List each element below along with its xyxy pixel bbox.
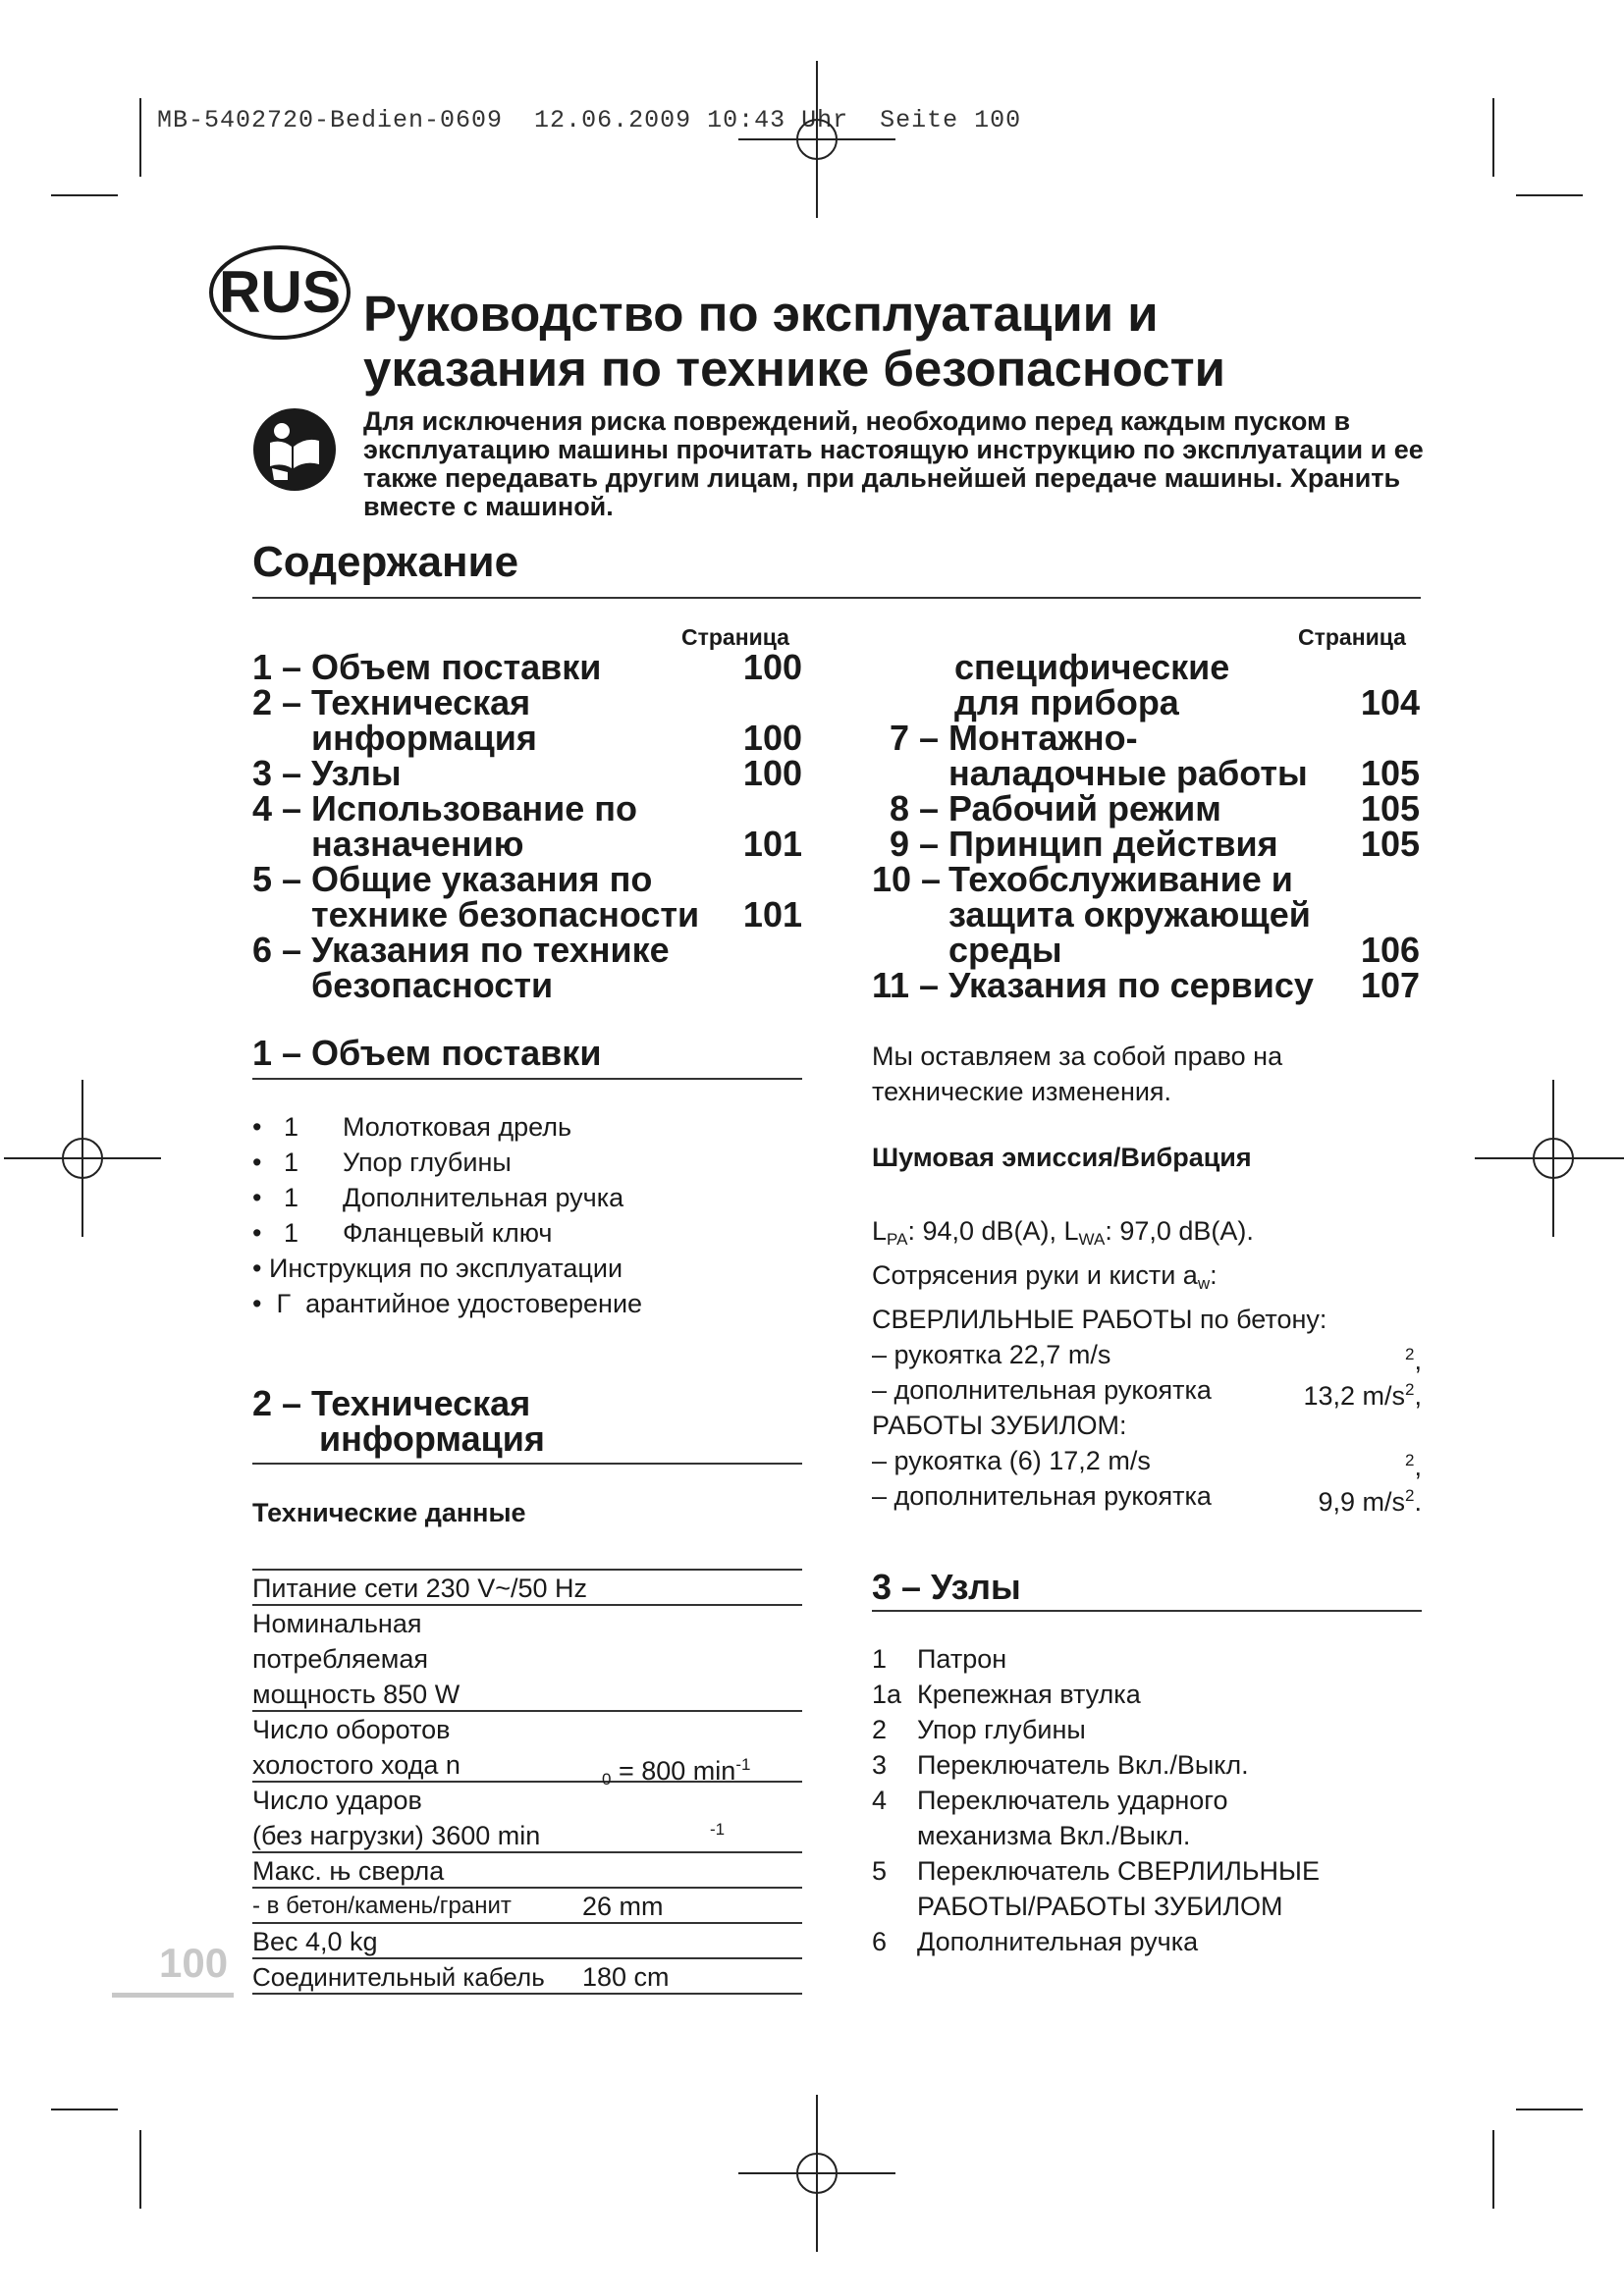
spec-impacts-sup [710, 1812, 725, 1853]
part-text: Переключатель ударного [917, 1786, 1228, 1815]
toc-text: Общие указания по [311, 859, 653, 899]
section-1-rule [252, 1078, 802, 1080]
toc-num: 7 – [890, 718, 940, 758]
vib-drill-handle: – рукоятка 22,7 m/s [872, 1340, 1111, 1369]
toc-entry-cont[interactable] [252, 894, 802, 934]
part-text: Переключатель СВЕРЛИЛЬНЫЕ [917, 1856, 1320, 1886]
vib-chisel-extra-val: 9,9 m/s [1318, 1487, 1406, 1517]
toc-entry-cont[interactable] [252, 965, 802, 1005]
spec-drill-concrete-value: 26 mm [582, 1892, 664, 1921]
vib-chisel-extra: – дополнительная рукоятка [872, 1481, 1212, 1511]
toc-text: Узлы [311, 753, 402, 793]
toc-page-label-right: Страница [1298, 624, 1406, 650]
part-text: Упор глубины [917, 1715, 1086, 1744]
toc-num: 3 – [252, 753, 302, 793]
part-text: Переключатель Вкл./Выкл. [917, 1750, 1249, 1780]
list-item [872, 1747, 1422, 1783]
toc-entry[interactable] [872, 965, 1420, 1005]
bullet: • [252, 1218, 262, 1248]
toc-text: Техническая [311, 682, 531, 722]
list-item [252, 1145, 802, 1180]
print-slug: MB-5402720-Bedien-0609 12.06.2009 10:43 Uhr Seite 100 [157, 106, 1022, 134]
list-item [872, 1783, 1422, 1853]
toc-entry-cont[interactable] [872, 894, 1420, 934]
toc-entry[interactable] [872, 718, 1420, 758]
spec-idle-val: = 800 min [618, 1756, 736, 1786]
list-item [872, 1677, 1422, 1712]
toc-text: Техобслуживание и [948, 859, 1293, 899]
toc-num: 6 – [252, 930, 302, 970]
spec-weight: Вес 4,0 kg [252, 1927, 378, 1956]
toc-num: 8 – [890, 788, 940, 828]
toc-text: наладочные работы [948, 753, 1308, 793]
item-text: Фланцевый ключ [343, 1218, 553, 1248]
vib-drill-extra: – дополнительная рукоятка [872, 1375, 1212, 1405]
title-line-2: указания по технике безопасности [363, 341, 1225, 397]
section-2-heading-line-1: 2 – Техническая [252, 1383, 531, 1423]
section-3-heading: 3 – Узлы [872, 1567, 1021, 1607]
spec-cable: Соединительный кабель [252, 1962, 545, 1992]
item-qty: 1 [284, 1183, 299, 1212]
toc-page: 106 [1360, 930, 1420, 970]
vibration-sub: w [1197, 1274, 1211, 1293]
toc-entry-cont[interactable] [872, 682, 1420, 722]
toc-entry[interactable] [252, 788, 802, 828]
spec-idle-sup: -1 [735, 1755, 751, 1774]
read-manual-icon [252, 407, 337, 492]
safety-intro: Для исключения риска повреждений, необходимо перед каждым пуском в эксплуатацию машины прочитать настоящую инструкцию по эксплуатации и ее также передавать другим лицам, при дальнейшей передаче машины. Хранить вместе с машиной. [363, 406, 1424, 521]
toc-num: 1 – [252, 647, 302, 687]
vib-period: . [1414, 1487, 1422, 1517]
section-3-rule [872, 1610, 1422, 1612]
registration-mark-right [1475, 1080, 1624, 1237]
vib-sq: 2 [1405, 1451, 1415, 1469]
part-num: 3 [872, 1750, 888, 1780]
toc-page: 100 [742, 753, 802, 793]
spec-row [252, 1606, 802, 1712]
crop-mark [1516, 2109, 1583, 2110]
noise-levels [872, 1213, 1422, 1257]
toc-entry[interactable] [872, 788, 1420, 828]
part-text: механизма Вкл./Выкл. [917, 1821, 1191, 1850]
reserve-line-1: Мы оставляем за собой право на [872, 1041, 1283, 1071]
noise-heading: Шумовая эмиссия/Вибрация [872, 1143, 1252, 1172]
spec-impacts-label: Число ударов [252, 1786, 422, 1815]
spec-row [252, 1712, 802, 1789]
spec-idle-label: Число оборотов [252, 1715, 451, 1744]
toc-text: защита окружающей [948, 894, 1311, 934]
spec-row [252, 1853, 802, 1889]
crop-mark [139, 98, 141, 177]
toc-entry[interactable] [252, 930, 802, 970]
lpa-value: : 94,0 dB(A), L [907, 1216, 1079, 1246]
part-text: Крепежная втулка [917, 1680, 1141, 1709]
part-num: 4 [872, 1786, 888, 1815]
spec-row [252, 1783, 802, 1853]
vib-chisel-handle: – рукоятка (6) 17,2 m/s [872, 1446, 1151, 1475]
part-text: Патрон [917, 1644, 1007, 1674]
spec-impacts-value: (без нагрузки) 3600 min [252, 1821, 541, 1850]
part-num: 5 [872, 1856, 888, 1886]
manual-title [363, 287, 1443, 397]
spec-drill-max: Макс. њ сверла [252, 1856, 445, 1886]
registration-mark-top [738, 61, 895, 218]
vib-drill-extra-value [1303, 1372, 1422, 1414]
list-item [252, 1109, 802, 1145]
list-item [872, 1641, 1422, 1677]
list-item [252, 1215, 802, 1251]
lpa-sub: PA [887, 1230, 908, 1249]
page-number-bar [112, 1993, 234, 1998]
toc-num: 4 – [252, 788, 302, 828]
vib-comma: , [1414, 1381, 1422, 1411]
toc-text: Объем поставки [311, 647, 602, 687]
toc-text: специфические [954, 647, 1230, 687]
vib-chisel-extra-value [1318, 1478, 1422, 1520]
list-item [872, 1853, 1422, 1924]
part-text: РАБОТЫ/РАБОТЫ ЗУБИЛОМ [917, 1892, 1283, 1921]
crop-mark [51, 194, 118, 196]
spec-row [252, 1924, 802, 1959]
vib-comma: , [1414, 1452, 1422, 1481]
part-num: 1 [872, 1644, 888, 1674]
page-number: 100 [159, 1940, 229, 1986]
crop-mark [139, 2130, 141, 2209]
part-num: 1a [872, 1680, 902, 1709]
section-2-rule [252, 1463, 802, 1465]
chisel-heading: РАБОТЫ ЗУБИЛОМ: [872, 1411, 1127, 1440]
lpa-label: L [872, 1216, 888, 1246]
toc-left [252, 647, 802, 1005]
toc-page-label-left: Страница [681, 624, 789, 650]
rus-badge-text: RUS [219, 259, 341, 325]
toc-num: 2 – [252, 682, 302, 722]
registration-mark-left [4, 1080, 161, 1237]
spec-idle-label: холостого хода n [252, 1750, 460, 1780]
spec-cable-value: 180 cm [582, 1962, 670, 1992]
toc-page: 100 [742, 718, 802, 758]
toc-text: технике безопасности [311, 894, 700, 934]
bullet: • [252, 1183, 262, 1212]
spec-row [252, 1571, 802, 1606]
toc-num: 11 – [872, 965, 940, 1005]
vib-sq: 2 [1405, 1486, 1415, 1505]
vibration-colon: : [1210, 1260, 1218, 1290]
item-text: • Г арантийное удостоверение [252, 1289, 643, 1318]
toc-entry-cont[interactable] [872, 930, 1420, 970]
spec-rated-line: потребляемая [252, 1644, 428, 1674]
toc-text: Монтажно- [948, 718, 1138, 758]
vib-sq: 2 [1405, 1380, 1415, 1399]
delivery-list [252, 1109, 802, 1321]
toc-entry[interactable] [872, 859, 1420, 899]
item-text: • Инструкция по эксплуатации [252, 1254, 623, 1283]
toc-page: 100 [742, 647, 802, 687]
crop-mark [1492, 98, 1494, 177]
toc-entry[interactable] [252, 753, 802, 793]
registration-mark-bottom [738, 2095, 895, 2252]
toc-entry-cont[interactable] [252, 718, 802, 758]
toc-entry-cont[interactable] [252, 824, 802, 864]
noise-block [872, 1213, 1422, 1517]
toc-entry[interactable] [872, 824, 1420, 864]
vib-row [872, 1478, 1422, 1517]
toc-text: Указания по технике [311, 930, 670, 970]
toc-text: для прибора [954, 682, 1179, 722]
vib-row [872, 1443, 1422, 1481]
item-qty: 1 [284, 1218, 299, 1248]
toc-page: 101 [742, 824, 802, 864]
item-qty: 1 [284, 1112, 299, 1142]
toc-entry-cont[interactable] [872, 647, 1420, 687]
toc-entry-cont[interactable] [872, 753, 1420, 793]
toc-text: среды [948, 930, 1062, 970]
toc-num: 10 – [872, 859, 942, 899]
toc-entry[interactable] [252, 859, 802, 899]
toc-num: 9 – [890, 824, 940, 864]
vib-sq: 2 [1405, 1345, 1415, 1363]
toc-entry[interactable] [252, 647, 802, 687]
crop-mark [1516, 194, 1583, 196]
toc-text: назначению [311, 824, 524, 864]
spec-rated-line: мощность 850 W [252, 1680, 460, 1709]
bullet: • [252, 1148, 262, 1177]
part-num: 2 [872, 1715, 888, 1744]
toc-page: 104 [1360, 682, 1420, 722]
toc-num: 5 – [252, 859, 302, 899]
lwa-value: : 97,0 dB(A). [1105, 1216, 1254, 1246]
title-line-1: Руководство по эксплуатации и [363, 286, 1159, 342]
lwa-sub: WA [1078, 1230, 1106, 1249]
tech-data-subheading: Технические данные [252, 1498, 526, 1527]
parts-list [872, 1641, 1422, 1959]
item-text: Упор глубины [343, 1148, 512, 1177]
item-qty: 1 [284, 1148, 299, 1177]
contents-rule [252, 597, 1421, 599]
list-item [872, 1924, 1422, 1959]
toc-entry[interactable] [252, 682, 802, 722]
toc-right [872, 647, 1420, 1005]
drilling-heading: СВЕРЛИЛЬНЫЕ РАБОТЫ по бетону: [872, 1305, 1327, 1334]
contents-heading: Содержание [252, 538, 519, 586]
crop-mark [1492, 2130, 1494, 2209]
reserve-line-2: технические изменения. [872, 1077, 1172, 1106]
vib-comma: , [1414, 1346, 1422, 1375]
toc-page: 105 [1360, 824, 1420, 864]
section-1-heading: 1 – Объем поставки [252, 1033, 602, 1073]
toc-text: безопасности [311, 965, 554, 1005]
part-text: Дополнительная ручка [917, 1927, 1199, 1956]
item-text: Молотковая дрель [343, 1112, 572, 1142]
vibration-text: Сотрясения руки и кисти a [872, 1260, 1198, 1290]
spec-row [252, 1959, 802, 1995]
toc-text: Рабочий режим [948, 788, 1221, 828]
spec-power-supply: Питание сети 230 V~/50 Hz [252, 1574, 588, 1603]
toc-page: 105 [1360, 788, 1420, 828]
vib-row [872, 1337, 1422, 1375]
vibration-line [872, 1257, 1422, 1302]
toc-text: информация [311, 718, 537, 758]
list-item [872, 1712, 1422, 1747]
bullet: • [252, 1112, 262, 1142]
spec-idle-sub: 0 [602, 1770, 612, 1789]
list-item [252, 1286, 802, 1321]
list-item [252, 1251, 802, 1286]
part-num: 6 [872, 1927, 888, 1956]
spec-drill-concrete: - в бетон/камень/гранит [252, 1893, 512, 1919]
spec-rated-line: Номинальная [252, 1609, 422, 1638]
toc-text: Использование по [311, 788, 638, 828]
rus-language-badge [208, 243, 352, 342]
spec-row [252, 1889, 802, 1924]
spec-table [252, 1571, 802, 1995]
spec-impacts-sup-text: -1 [710, 1820, 726, 1839]
section-2-heading [252, 1383, 545, 1459]
toc-page: 105 [1360, 753, 1420, 793]
crop-mark [51, 2109, 118, 2110]
section-2-heading-line-2: информация [319, 1418, 545, 1459]
toc-page: 101 [742, 894, 802, 934]
toc-text: Принцип действия [948, 824, 1278, 864]
vib-drill-extra-val: 13,2 m/s [1303, 1381, 1406, 1411]
vib-row [872, 1372, 1422, 1411]
toc-page: 107 [1360, 965, 1420, 1005]
toc-text: Указания по сервису [948, 965, 1314, 1005]
list-item [252, 1180, 802, 1215]
reserve-note [872, 1039, 1422, 1109]
item-text: Дополнительная ручка [343, 1183, 624, 1212]
